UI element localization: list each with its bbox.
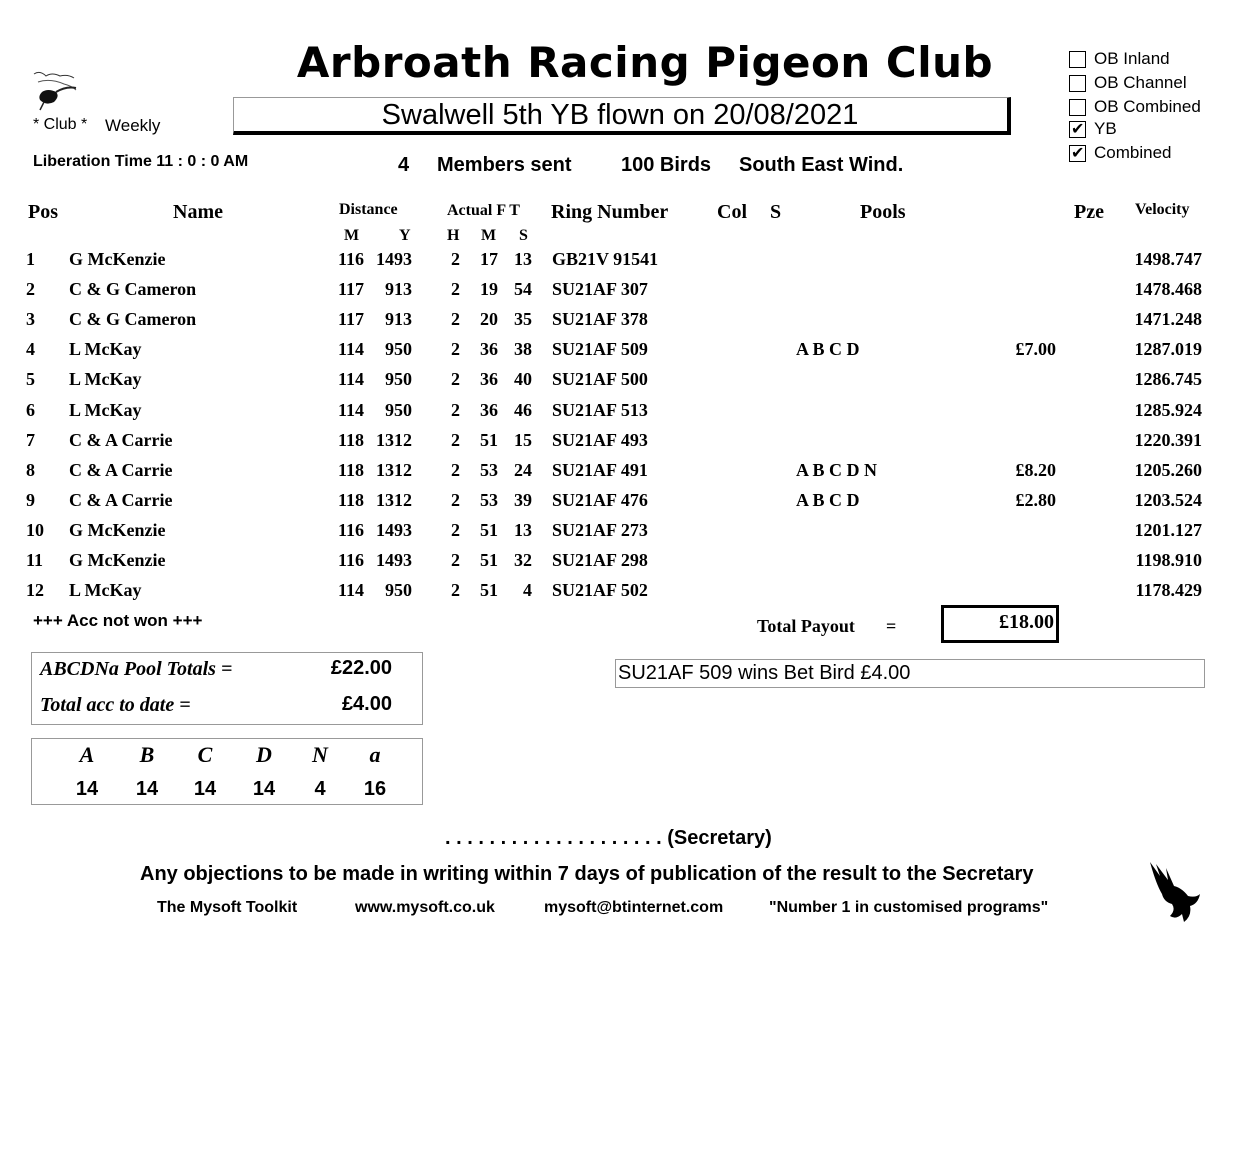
cell-pools: A B C D (796, 339, 860, 360)
cell-time-s: 32 (514, 550, 532, 570)
cell-time-s: 4 (523, 580, 532, 601)
cell-time-m: 36 (480, 369, 498, 390)
cell-pos: 8 (26, 459, 35, 480)
cell-time-m: 53 (480, 459, 498, 480)
cell-time-m: 51 (480, 429, 498, 450)
cell-pos: 5 (26, 369, 35, 390)
cell-name: G McKenzie (69, 249, 166, 269)
cell-time-m: 19 (480, 279, 498, 300)
col-dist-y: Y (399, 227, 411, 244)
pool-count: 14 (193, 778, 217, 800)
cell-time-s: 13 (514, 519, 532, 540)
cell-pools: A B C D N (796, 459, 878, 480)
objections-notice: Any objections to be made in writing within 7 days of publication of the result to the Secretary (140, 863, 1034, 885)
pool-letter: B (139, 742, 155, 767)
cell-distance-y: 950 (385, 399, 412, 420)
pool-letter: N (312, 742, 328, 767)
black-bird-icon (1146, 860, 1202, 926)
cell-distance-y: 1493 (376, 519, 412, 540)
cell-pos: 12 (26, 580, 44, 601)
cell-velocity: 1203.524 (1134, 489, 1202, 510)
cell-ring-number: SU21AF 476 (552, 489, 648, 510)
col-distance: Distance (339, 201, 398, 218)
cell-time-h: 2 (451, 459, 460, 480)
cell-velocity: 1205.260 (1134, 459, 1202, 480)
acc-not-won: +++ Acc not won +++ (33, 611, 203, 630)
cell-name: L McKay (69, 339, 142, 360)
pigeon-sketch-icon (30, 68, 80, 112)
cell-time-h: 2 (451, 399, 460, 420)
cell-pos: 7 (26, 429, 35, 450)
cell-prize: £2.80 (1015, 489, 1056, 510)
cell-pos: 1 (26, 249, 35, 269)
cell-time-s: 15 (514, 429, 532, 450)
col-actual-ft: Actual F T (447, 202, 520, 219)
cell-distance-y: 913 (385, 309, 412, 330)
cell-distance-y: 1493 (376, 550, 412, 570)
cell-velocity: 1287.019 (1134, 339, 1202, 360)
cell-ring-number: GB21V 91541 (552, 249, 659, 269)
cell-time-h: 2 (451, 429, 460, 450)
cell-ring-number: SU21AF 378 (552, 309, 648, 330)
secretary-signature-line: . . . . . . . . . . . . . . . . . . . . (Secretary) (445, 827, 772, 849)
cell-time-h: 2 (451, 580, 460, 601)
option-label: OB Inland (1094, 49, 1170, 68)
cell-distance-y: 950 (385, 580, 412, 601)
pool-count: 14 (135, 778, 159, 800)
cell-velocity: 1478.468 (1134, 279, 1202, 300)
cell-time-m: 36 (480, 399, 498, 420)
cell-time-m: 51 (480, 519, 498, 540)
cell-time-s: 39 (514, 489, 532, 510)
club-label: * Club * (33, 116, 88, 133)
pool-totals-value: £22.00 (330, 657, 392, 679)
cell-pools: A B C D (796, 489, 860, 510)
cell-prize: £7.00 (1015, 339, 1056, 360)
cell-velocity: 1198.910 (1135, 550, 1202, 570)
cell-ring-number: SU21AF 298 (552, 550, 648, 570)
option-combined[interactable] (1069, 142, 1172, 164)
cell-velocity: 1201.127 (1134, 519, 1202, 540)
cell-ring-number: SU21AF 307 (552, 279, 648, 300)
cell-distance-m: 117 (337, 279, 364, 300)
cell-prize: £8.20 (1015, 459, 1056, 480)
cell-time-h: 2 (451, 249, 460, 269)
total-payout-value: £18.00 (999, 611, 1054, 633)
cell-name: L McKay (69, 399, 142, 420)
col-pos: Pos (28, 201, 58, 223)
cell-time-s: 35 (514, 309, 532, 330)
col-pze: Pze (1074, 201, 1104, 223)
weekly-label: Weekly (105, 116, 161, 135)
cell-distance-m: 116 (337, 249, 364, 269)
checkbox-unchecked-icon[interactable] (1069, 99, 1086, 116)
cell-ring-number: SU21AF 509 (552, 339, 648, 360)
total-payout-equals: = (886, 616, 897, 636)
col-velocity: Velocity (1135, 201, 1190, 218)
col-time-s: S (519, 227, 528, 244)
cell-distance-m: 118 (337, 489, 364, 510)
col-time-m: M (481, 227, 497, 244)
option-ob-inland[interactable] (1069, 48, 1170, 70)
race-title: Swalwell 5th YB flown on 20/08/2021 (381, 99, 859, 131)
cell-time-m: 51 (480, 550, 498, 570)
pool-count: 14 (75, 778, 99, 800)
cell-pos: 9 (26, 489, 35, 510)
cell-time-h: 2 (451, 550, 460, 570)
cell-distance-y: 1312 (376, 429, 412, 450)
cell-time-s: 40 (514, 369, 532, 390)
option-label: OB Channel (1094, 73, 1187, 92)
option-label: OB Combined (1094, 97, 1201, 116)
option-label: Combined (1094, 143, 1172, 162)
checkbox-checked-icon[interactable] (1069, 145, 1086, 162)
acc-to-date-label: Total acc to date = (40, 694, 191, 716)
cell-distance-m: 116 (337, 550, 364, 570)
club-title: Arbroath Racing Pigeon Club (296, 38, 994, 87)
cell-velocity: 1286.745 (1134, 369, 1202, 390)
cell-time-s: 24 (514, 459, 532, 480)
cell-name: C & A Carrie (69, 459, 173, 480)
cell-distance-y: 1312 (376, 459, 412, 480)
col-dist-m: M (344, 227, 360, 244)
cell-ring-number: SU21AF 513 (552, 399, 648, 420)
cell-name: C & G Cameron (69, 309, 197, 330)
cell-ring-number: SU21AF 491 (552, 459, 648, 480)
option-label: YB (1094, 119, 1117, 138)
checkbox-unchecked-icon[interactable] (1069, 75, 1086, 92)
cell-time-s: 38 (514, 339, 532, 360)
pool-letter: C (197, 742, 213, 767)
cell-name: C & G Cameron (69, 279, 197, 300)
cell-time-s: 13 (514, 249, 532, 269)
cell-time-s: 54 (514, 279, 532, 300)
cell-time-h: 2 (451, 309, 460, 330)
cell-time-s: 46 (514, 399, 532, 420)
cell-time-h: 2 (451, 369, 460, 390)
cell-pos: 2 (26, 279, 35, 300)
acc-to-date-value: £4.00 (341, 693, 392, 715)
cell-time-m: 53 (480, 489, 498, 510)
col-pools: Pools (860, 201, 906, 223)
cell-distance-y: 1312 (376, 489, 412, 510)
footer-email: mysoft@btinternet.com (544, 899, 724, 916)
cell-distance-m: 116 (337, 519, 364, 540)
pool-totals-label: ABCDNa Pool Totals = (40, 658, 233, 680)
checkbox-unchecked-icon[interactable] (1069, 51, 1086, 68)
pool-letter: A (79, 742, 95, 767)
col-col: Col (717, 201, 747, 223)
wind-label: South East Wind. (739, 154, 904, 176)
cell-ring-number: SU21AF 273 (552, 519, 648, 540)
col-s: S (770, 201, 782, 223)
cell-ring-number: SU21AF 502 (552, 580, 648, 601)
cell-ring-number: SU21AF 500 (552, 369, 648, 390)
cell-pos: 4 (26, 339, 35, 360)
cell-velocity: 1178.429 (1135, 580, 1202, 601)
cell-name: G McKenzie (69, 550, 166, 570)
cell-pos: 11 (26, 550, 44, 570)
footer-website: www.mysoft.co.uk (355, 899, 495, 916)
cell-distance-m: 114 (337, 399, 364, 420)
cell-ring-number: SU21AF 493 (552, 429, 648, 450)
cell-time-h: 2 (451, 339, 460, 360)
cell-distance-y: 1493 (376, 249, 412, 269)
cell-distance-m: 114 (337, 580, 364, 601)
option-ob-combined[interactable] (1069, 96, 1201, 118)
col-ring-number: Ring Number (551, 201, 669, 223)
cell-distance-m: 118 (337, 429, 364, 450)
cell-velocity: 1285.924 (1134, 399, 1202, 420)
option-ob-channel[interactable] (1069, 72, 1187, 94)
cell-distance-m: 114 (337, 369, 364, 390)
pool-letter: a (369, 742, 381, 767)
liberation-time: Liberation Time 11 : 0 : 0 AM (33, 153, 249, 170)
pool-count: 14 (252, 778, 276, 800)
cell-distance-y: 950 (385, 339, 412, 360)
footer-slogan: "Number 1 in customised programs" (769, 899, 1049, 916)
col-time-h: H (447, 227, 460, 244)
cell-distance-m: 114 (337, 339, 364, 360)
birds-count: 100 Birds (621, 154, 712, 176)
footer-toolkit: The Mysoft Toolkit (157, 899, 298, 916)
col-name: Name (173, 201, 223, 223)
cell-velocity: 1498.747 (1134, 249, 1202, 269)
cell-time-h: 2 (451, 279, 460, 300)
cell-time-m: 36 (480, 339, 498, 360)
total-payout-label: Total Payout (757, 616, 855, 636)
cell-distance-y: 913 (385, 279, 412, 300)
members-count: 4 (398, 154, 410, 176)
cell-time-m: 51 (480, 580, 498, 601)
cell-distance-m: 117 (337, 309, 364, 330)
cell-name: L McKay (69, 580, 142, 601)
pool-count: 4 (314, 778, 326, 800)
cell-time-h: 2 (451, 489, 460, 510)
cell-velocity: 1220.391 (1134, 429, 1202, 450)
pool-count: 16 (363, 778, 387, 800)
cell-name: G McKenzie (69, 519, 166, 540)
cell-pos: 6 (26, 399, 35, 420)
cell-velocity: 1471.248 (1134, 309, 1202, 330)
members-label: Members sent (437, 154, 572, 176)
cell-time-m: 20 (480, 309, 498, 330)
pool-letter: D (256, 742, 272, 767)
cell-distance-m: 118 (337, 459, 364, 480)
cell-name: L McKay (69, 369, 142, 390)
cell-time-m: 17 (480, 249, 498, 269)
bet-bird-text: SU21AF 509 wins Bet Bird £4.00 (618, 662, 911, 684)
cell-name: C & A Carrie (69, 489, 173, 510)
option-yb[interactable] (1069, 118, 1117, 140)
cell-pos: 10 (26, 519, 44, 540)
cell-distance-y: 950 (385, 369, 412, 390)
cell-time-h: 2 (451, 519, 460, 540)
cell-name: C & A Carrie (69, 429, 173, 450)
cell-pos: 3 (26, 309, 35, 330)
checkbox-checked-icon[interactable] (1069, 121, 1086, 138)
